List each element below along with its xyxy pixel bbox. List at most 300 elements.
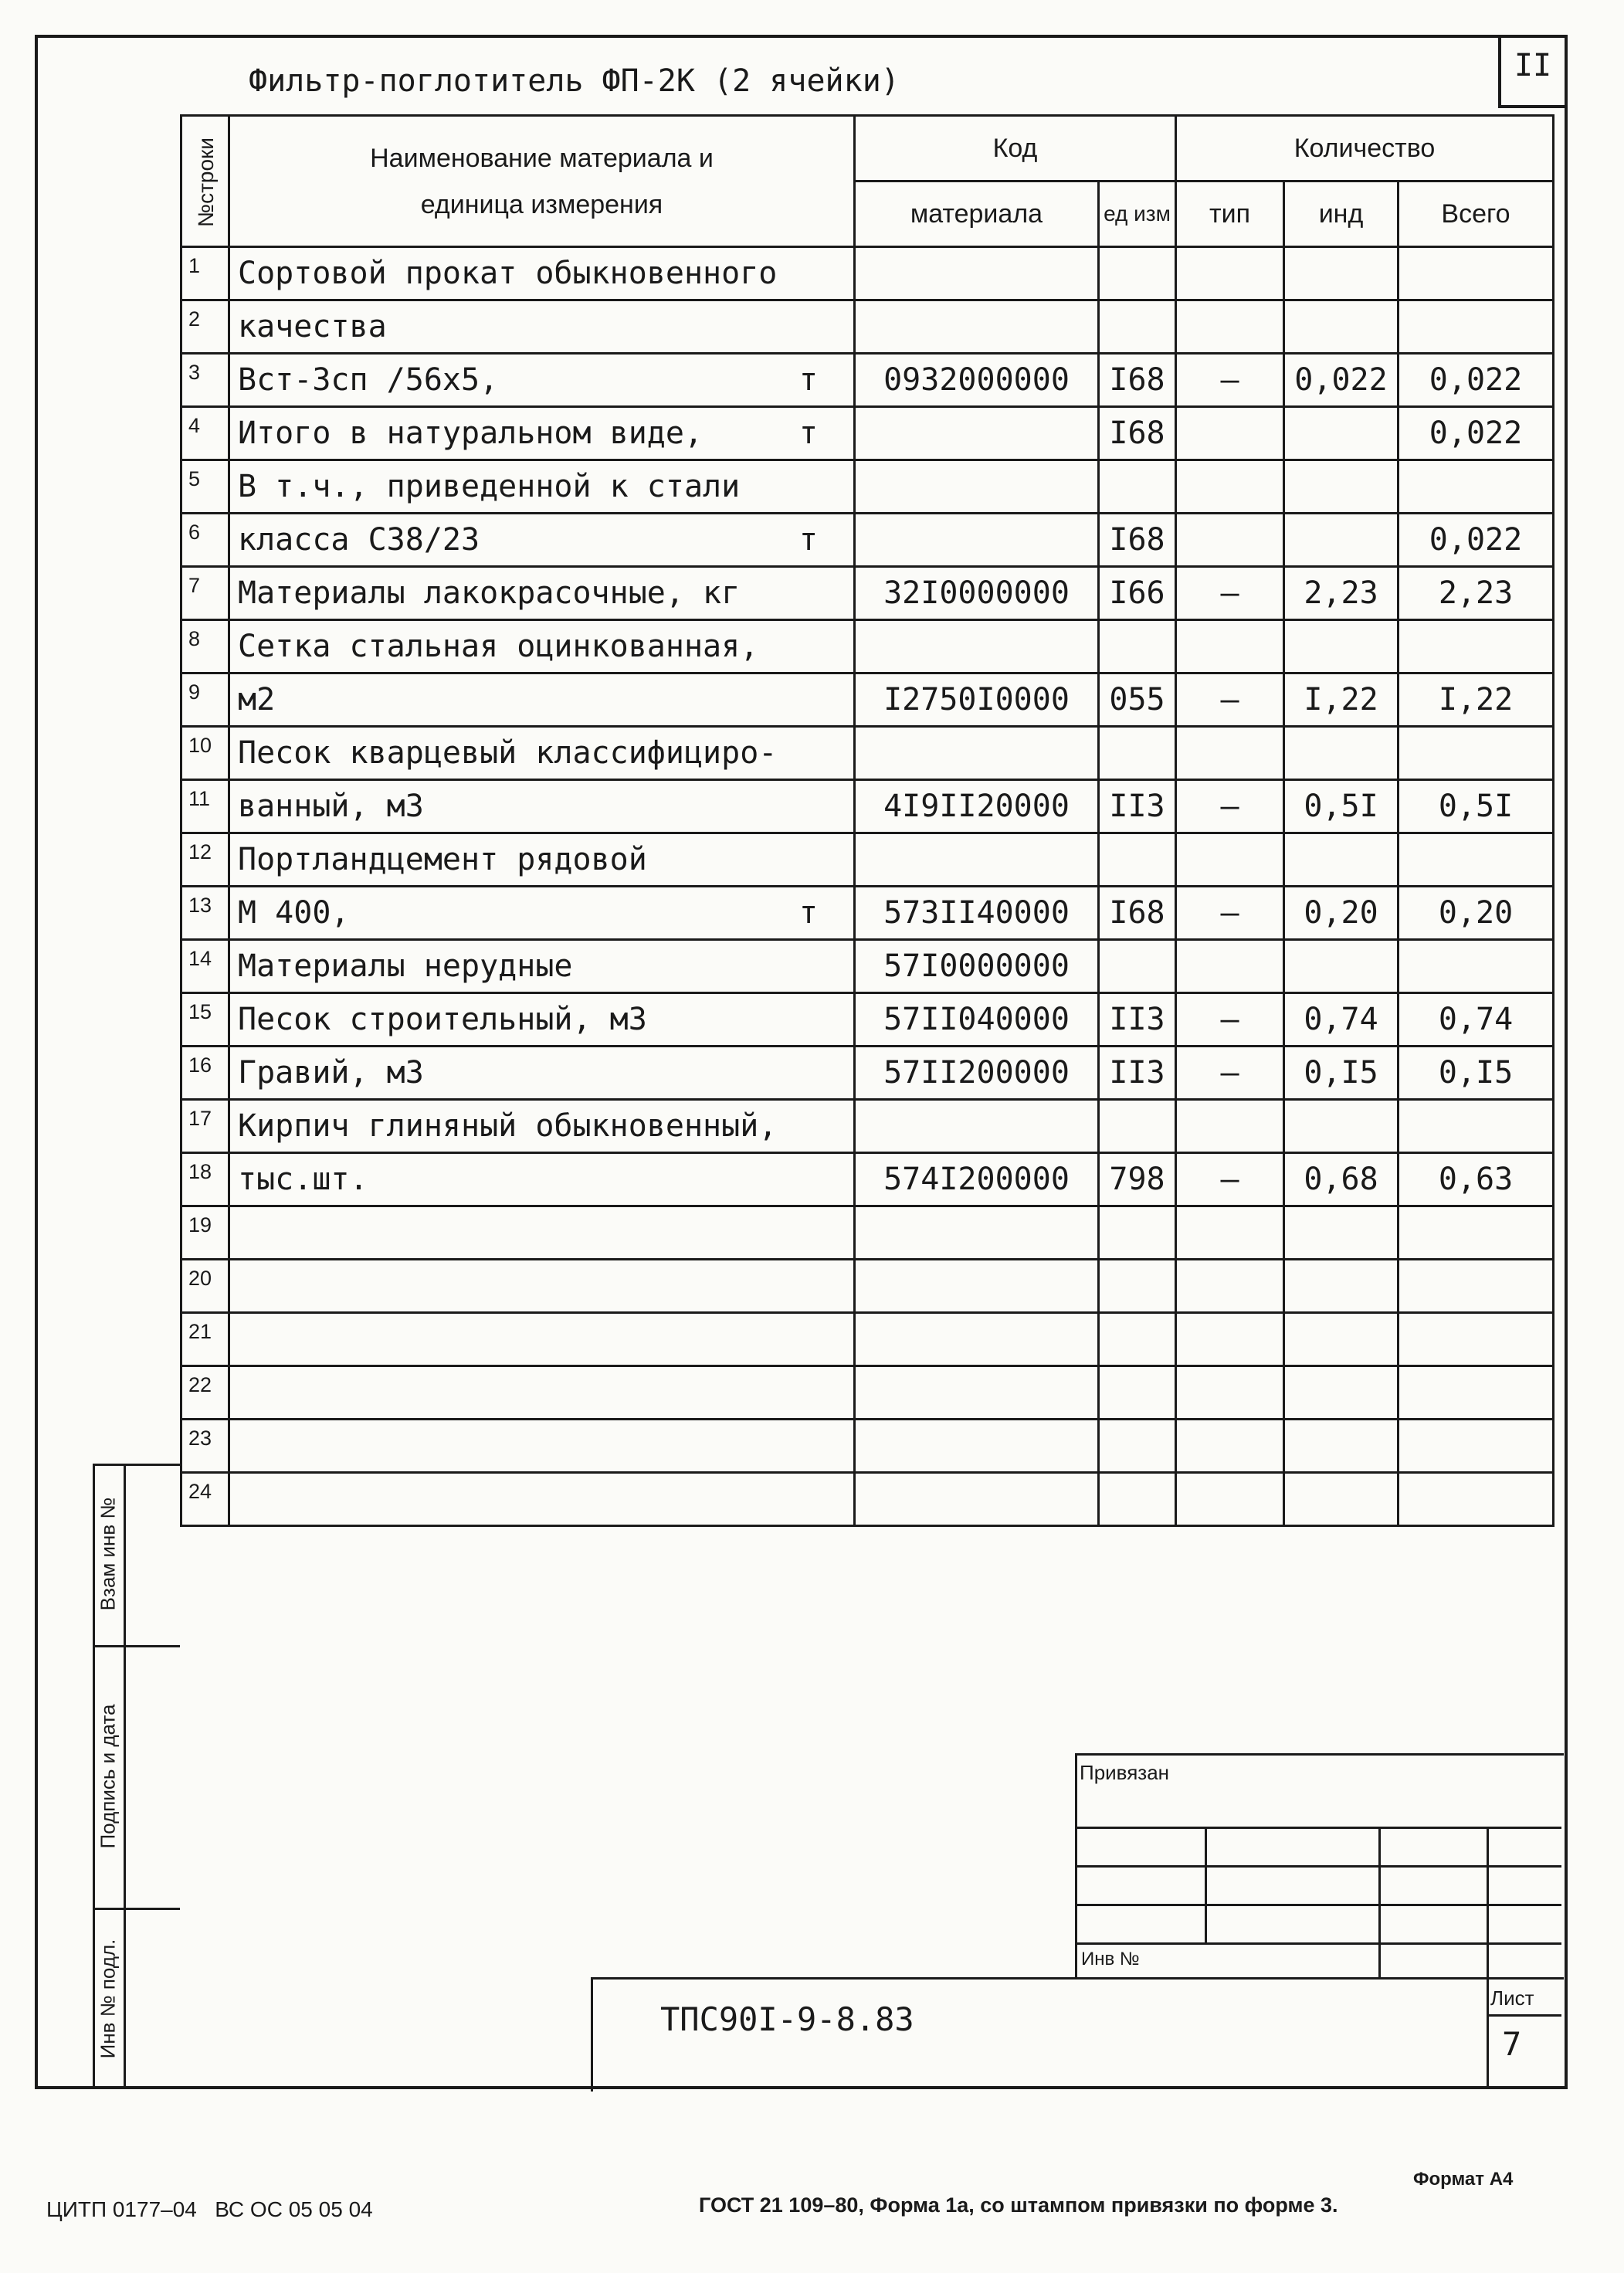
- row-number-cell: [181, 780, 229, 833]
- header-qty-type: тип: [1176, 182, 1284, 247]
- qty-ind: 0,20: [1304, 895, 1378, 931]
- row-number-cell: [181, 354, 229, 407]
- row-number: 5: [188, 467, 201, 490]
- unit-code-cell: [1099, 1047, 1176, 1100]
- table-row: [181, 620, 1554, 673]
- material-name-cell: [229, 1313, 855, 1366]
- table-row: [181, 1047, 1554, 1100]
- qty-total-cell: [1399, 780, 1554, 833]
- row-number: 19: [188, 1213, 212, 1237]
- qty-type: –: [1220, 1055, 1239, 1091]
- row-number: 17: [188, 1107, 212, 1130]
- material-name-cell: [229, 247, 855, 300]
- material-code-cell: [855, 727, 1099, 780]
- row-number-cell: [181, 460, 229, 514]
- qty-type-cell: [1176, 1260, 1284, 1313]
- material-code-cell: [855, 673, 1099, 727]
- qty-ind: 2,23: [1304, 575, 1378, 611]
- qty-type: –: [1220, 362, 1239, 398]
- material-name: Итого в натуральном виде,: [238, 416, 704, 451]
- qty-total-cell: [1399, 1100, 1554, 1153]
- unit-code-cell: [1099, 1313, 1176, 1366]
- row-number: 22: [188, 1373, 212, 1396]
- qty-total: 0,63: [1438, 1162, 1514, 1197]
- side-stamp-div2: [93, 1908, 180, 1910]
- header-quantity: Количество: [1176, 116, 1554, 182]
- qty-total-cell: [1399, 727, 1554, 780]
- qty-ind-cell: [1284, 514, 1399, 567]
- row-number: 11: [188, 787, 211, 810]
- binding-col-1: [1205, 1827, 1207, 1942]
- row-number: 3: [188, 361, 201, 384]
- binding-col-3: [1487, 1827, 1489, 1977]
- row-number-cell: [181, 514, 229, 567]
- row-number-cell: [181, 1206, 229, 1260]
- qty-total-cell: [1399, 514, 1554, 567]
- qty-ind-cell: [1284, 1206, 1399, 1260]
- qty-type-cell: [1176, 567, 1284, 620]
- sheet-corner-number: II: [1514, 48, 1552, 83]
- table-row: [181, 940, 1554, 993]
- material-code-cell: [855, 1473, 1099, 1526]
- material-name: Сетка стальная оцинкованная,: [238, 629, 759, 664]
- table-row: [181, 727, 1554, 780]
- row-number: 4: [188, 414, 201, 437]
- row-number-cell: [181, 1260, 229, 1313]
- material-code-cell: [855, 887, 1099, 940]
- qty-type-cell: [1176, 780, 1284, 833]
- header-row-no: №строки: [194, 137, 218, 227]
- row-number-cell: [181, 1047, 229, 1100]
- material-name: Песок кварцевый классифициро-: [238, 735, 778, 771]
- row-number: 10: [188, 734, 212, 757]
- material-code: 4I9II20000: [883, 789, 1070, 824]
- row-number-cell: [181, 673, 229, 727]
- table-row: [181, 247, 1554, 300]
- unit-code: II3: [1109, 1055, 1165, 1091]
- measure-unit: т: [798, 362, 818, 398]
- unit-code: II3: [1109, 789, 1165, 824]
- material-name: Кирпич глиняный обыкновенный,: [238, 1108, 778, 1144]
- table-row: [181, 300, 1554, 354]
- material-code-cell: [855, 300, 1099, 354]
- unit-code: II3: [1109, 1002, 1165, 1037]
- row-number: 9: [188, 680, 201, 704]
- row-number: 14: [188, 947, 212, 970]
- material-name: м2: [238, 682, 276, 718]
- unit-code-cell: [1099, 833, 1176, 887]
- material-name-cell: [229, 1100, 855, 1153]
- qty-ind: 0,5I: [1304, 789, 1378, 824]
- qty-type-cell: [1176, 833, 1284, 887]
- row-number: 21: [188, 1320, 212, 1343]
- qty-total: 0,022: [1429, 362, 1523, 398]
- unit-code-cell: [1099, 940, 1176, 993]
- table-row: [181, 460, 1554, 514]
- row-number: 8: [188, 627, 201, 650]
- qty-ind-cell: [1284, 1366, 1399, 1420]
- row-number-cell: [181, 1366, 229, 1420]
- qty-ind: I,22: [1304, 682, 1378, 718]
- format-label: Формат А4: [1413, 2169, 1514, 2190]
- binding-inv-no: Инв №: [1081, 1949, 1140, 1969]
- qty-total-cell: [1399, 567, 1554, 620]
- row-number: 23: [188, 1427, 212, 1450]
- qty-ind-cell: [1284, 1260, 1399, 1313]
- table-row: [181, 673, 1554, 727]
- row-number: 7: [188, 574, 201, 597]
- material-name: Портландцемент рядовой: [238, 842, 647, 877]
- table-row: [181, 1313, 1554, 1366]
- qty-total-cell: [1399, 300, 1554, 354]
- qty-total-cell: [1399, 1366, 1554, 1420]
- table-row: [181, 993, 1554, 1047]
- qty-ind-cell: [1284, 833, 1399, 887]
- unit-code-cell: [1099, 1420, 1176, 1473]
- qty-total-cell: [1399, 887, 1554, 940]
- material-code: 32I0000000: [883, 575, 1070, 611]
- qty-type-cell: [1176, 620, 1284, 673]
- material-name: качества: [238, 309, 387, 344]
- unit-code-cell: [1099, 673, 1176, 727]
- material-name: В т.ч., приведенной к стали: [238, 469, 741, 504]
- qty-type-cell: [1176, 673, 1284, 727]
- row-number-cell: [181, 1473, 229, 1526]
- table-row: [181, 887, 1554, 940]
- qty-type-cell: [1176, 354, 1284, 407]
- header-qty-ind: инд: [1284, 182, 1399, 247]
- unit-code: 798: [1109, 1162, 1165, 1197]
- binding-stamp-title: Привязан: [1080, 1761, 1170, 1784]
- unit-code-cell: [1099, 1260, 1176, 1313]
- qty-total: I,22: [1438, 682, 1514, 718]
- material-name-cell: [229, 673, 855, 727]
- header-name: [229, 116, 855, 247]
- table-row: [181, 1206, 1554, 1260]
- material-name-cell: [229, 833, 855, 887]
- unit-code-cell: [1099, 407, 1176, 460]
- row-number: 15: [188, 1000, 212, 1023]
- side-stamp-div1: [93, 1645, 180, 1647]
- unit-code-cell: [1099, 567, 1176, 620]
- material-name: Сортовой прокат обыкновенного: [238, 256, 778, 291]
- material-code-cell: [855, 1260, 1099, 1313]
- material-name: тыс.шт.: [238, 1162, 368, 1197]
- header-row-no-cell: [181, 116, 229, 247]
- qty-ind-cell: [1284, 940, 1399, 993]
- unit-code-cell: [1099, 887, 1176, 940]
- row-number: 12: [188, 840, 212, 863]
- material-name-cell: [229, 727, 855, 780]
- qty-ind-cell: [1284, 567, 1399, 620]
- qty-ind-cell: [1284, 247, 1399, 300]
- material-name: Песок строительный, м3: [238, 1002, 647, 1037]
- qty-total: 0,022: [1429, 416, 1523, 451]
- side-stamp-line-inner: [124, 1464, 126, 2089]
- material-code-cell: [855, 407, 1099, 460]
- qty-total-cell: [1399, 673, 1554, 727]
- material-code: 57II040000: [883, 1002, 1070, 1037]
- unit-code-cell: [1099, 247, 1176, 300]
- unit-code: I66: [1109, 575, 1165, 611]
- side-stamp-inv-podl: Инв № подл.: [96, 1939, 120, 2059]
- qty-type-cell: [1176, 1473, 1284, 1526]
- unit-code-cell: [1099, 300, 1176, 354]
- qty-total: 0,20: [1438, 895, 1514, 931]
- qty-total: 0,74: [1438, 1002, 1514, 1037]
- qty-total: 0,022: [1429, 522, 1523, 558]
- table-row: [181, 567, 1554, 620]
- header-name-label: Наименование материала и единица измерения: [370, 143, 714, 219]
- measure-unit: т: [798, 522, 818, 558]
- unit-code-cell: [1099, 514, 1176, 567]
- material-code-cell: [855, 1153, 1099, 1206]
- unit-code-cell: [1099, 1100, 1176, 1153]
- measure-unit: т: [798, 416, 818, 451]
- qty-type-cell: [1176, 247, 1284, 300]
- qty-type-cell: [1176, 940, 1284, 993]
- material-code-cell: [855, 1047, 1099, 1100]
- qty-type-cell: [1176, 1047, 1284, 1100]
- page-title: Фильтр-поглотитель ФП-2К (2 ячейки): [249, 63, 900, 99]
- qty-type-cell: [1176, 993, 1284, 1047]
- row-number: 24: [188, 1480, 212, 1503]
- qty-total-cell: [1399, 833, 1554, 887]
- material-name-cell: [229, 940, 855, 993]
- material-code-cell: [855, 1420, 1099, 1473]
- material-name-cell: [229, 300, 855, 354]
- material-code-cell: [855, 1206, 1099, 1260]
- unit-code-cell: [1099, 620, 1176, 673]
- header-code-material: материала: [855, 182, 1099, 247]
- qty-total-cell: [1399, 1206, 1554, 1260]
- unit-code-cell: [1099, 1366, 1176, 1420]
- qty-ind-cell: [1284, 354, 1399, 407]
- qty-ind-cell: [1284, 1313, 1399, 1366]
- qty-total: 0,I5: [1438, 1055, 1514, 1091]
- unit-code: I68: [1109, 362, 1165, 398]
- unit-code-cell: [1099, 1473, 1176, 1526]
- qty-ind-cell: [1284, 1153, 1399, 1206]
- unit-code: I68: [1109, 895, 1165, 931]
- unit-code: I68: [1109, 416, 1165, 451]
- qty-type-cell: [1176, 1100, 1284, 1153]
- qty-ind-cell: [1284, 1473, 1399, 1526]
- table-row: [181, 514, 1554, 567]
- material-name-cell: [229, 1260, 855, 1313]
- table-row: [181, 1366, 1554, 1420]
- table-row: [181, 1420, 1554, 1473]
- unit-code-cell: [1099, 1153, 1176, 1206]
- material-code: 57I0000000: [883, 948, 1070, 984]
- sheet-number: 7: [1502, 2025, 1522, 2063]
- qty-ind-cell: [1284, 1047, 1399, 1100]
- doc-code: ТПС90I-9-8.83: [660, 2000, 914, 2038]
- qty-type: –: [1220, 1162, 1239, 1197]
- unit-code: 055: [1109, 682, 1165, 718]
- header-code-unit: ед изм: [1099, 182, 1176, 247]
- qty-ind: 0,68: [1304, 1162, 1378, 1197]
- material-name-cell: [229, 1366, 855, 1420]
- material-name-cell: [229, 620, 855, 673]
- qty-total-cell: [1399, 993, 1554, 1047]
- material-code-cell: [855, 780, 1099, 833]
- row-number-cell: [181, 833, 229, 887]
- qty-type-cell: [1176, 1420, 1284, 1473]
- material-code-cell: [855, 354, 1099, 407]
- material-name-cell: [229, 887, 855, 940]
- unit-code-cell: [1099, 727, 1176, 780]
- qty-ind-cell: [1284, 620, 1399, 673]
- material-code: 574I200000: [883, 1162, 1070, 1197]
- qty-type-cell: [1176, 1153, 1284, 1206]
- unit-code-cell: [1099, 993, 1176, 1047]
- material-code-cell: [855, 567, 1099, 620]
- qty-type-cell: [1176, 407, 1284, 460]
- unit-code-cell: [1099, 780, 1176, 833]
- qty-total-cell: [1399, 407, 1554, 460]
- row-number: 20: [188, 1267, 212, 1290]
- qty-type-cell: [1176, 514, 1284, 567]
- material-code-cell: [855, 247, 1099, 300]
- row-number-cell: [181, 247, 229, 300]
- material-name: М 400,: [238, 895, 350, 931]
- qty-ind-cell: [1284, 1100, 1399, 1153]
- material-code: 573II40000: [883, 895, 1070, 931]
- material-code-cell: [855, 1100, 1099, 1153]
- row-number: 18: [188, 1160, 212, 1183]
- qty-type-cell: [1176, 1206, 1284, 1260]
- qty-total-cell: [1399, 247, 1554, 300]
- qty-ind-cell: [1284, 673, 1399, 727]
- qty-ind-cell: [1284, 887, 1399, 940]
- measure-unit: т: [798, 895, 818, 931]
- material-code: 57II200000: [883, 1055, 1070, 1091]
- table-row: [181, 1473, 1554, 1526]
- material-name-cell: [229, 1420, 855, 1473]
- header-code: Код: [855, 116, 1176, 182]
- material-code-cell: [855, 940, 1099, 993]
- unit-code-cell: [1099, 1206, 1176, 1260]
- row-number-cell: [181, 887, 229, 940]
- material-name-cell: [229, 567, 855, 620]
- qty-total: 2,23: [1438, 575, 1514, 611]
- qty-total-cell: [1399, 1473, 1554, 1526]
- material-code-cell: [855, 1313, 1099, 1366]
- qty-ind-cell: [1284, 460, 1399, 514]
- side-stamp-top: [93, 1464, 180, 1466]
- material-code-cell: [855, 833, 1099, 887]
- footer-left-code: ЦИТП 0177–04 ВС ОС 05 05 04: [46, 2197, 373, 2221]
- table-row: [181, 1260, 1554, 1313]
- row-number: 2: [188, 307, 201, 331]
- material-code-cell: [855, 993, 1099, 1047]
- qty-total-cell: [1399, 460, 1554, 514]
- unit-code-cell: [1099, 354, 1176, 407]
- material-name-cell: [229, 1047, 855, 1100]
- unit-code: I68: [1109, 522, 1165, 558]
- qty-total-cell: [1399, 1153, 1554, 1206]
- qty-type: –: [1220, 575, 1239, 611]
- side-stamp-vzam-inv: Взам инв №: [96, 1497, 120, 1611]
- unit-code-cell: [1099, 460, 1176, 514]
- qty-total-cell: [1399, 1313, 1554, 1366]
- qty-ind-cell: [1284, 407, 1399, 460]
- qty-total-cell: [1399, 620, 1554, 673]
- row-number-cell: [181, 1420, 229, 1473]
- table-row: [181, 1153, 1554, 1206]
- row-number-cell: [181, 1153, 229, 1206]
- material-code-cell: [855, 1366, 1099, 1420]
- table-row: [181, 407, 1554, 460]
- material-code-cell: [855, 514, 1099, 567]
- table-row: [181, 833, 1554, 887]
- qty-type: –: [1220, 1002, 1239, 1037]
- qty-ind-cell: [1284, 780, 1399, 833]
- qty-ind: 0,022: [1294, 362, 1388, 398]
- qty-type: –: [1220, 682, 1239, 718]
- material-name-cell: [229, 1473, 855, 1526]
- material-name: Материалы лакокрасочные, кг: [238, 575, 741, 611]
- material-name: класса С38/23: [238, 522, 480, 558]
- row-number-cell: [181, 407, 229, 460]
- material-name: Материалы нерудные: [238, 948, 573, 984]
- row-number-cell: [181, 727, 229, 780]
- qty-type-cell: [1176, 887, 1284, 940]
- qty-ind-cell: [1284, 300, 1399, 354]
- qty-total: 0,5I: [1438, 789, 1514, 824]
- title-block-sheet-divider: [1487, 1977, 1489, 2089]
- header-qty-total: Всего: [1399, 182, 1554, 247]
- qty-type-cell: [1176, 1313, 1284, 1366]
- row-number: 6: [188, 521, 201, 544]
- row-number-cell: [181, 1100, 229, 1153]
- materials-table: [180, 114, 1554, 1527]
- qty-ind: 0,I5: [1304, 1055, 1378, 1091]
- material-name-cell: [229, 993, 855, 1047]
- material-code-cell: [855, 460, 1099, 514]
- row-number: 13: [188, 894, 212, 917]
- side-stamp-line-outer: [93, 1464, 95, 2089]
- row-number-cell: [181, 567, 229, 620]
- material-name-cell: [229, 1206, 855, 1260]
- qty-total-cell: [1399, 1047, 1554, 1100]
- qty-ind: 0,74: [1304, 1002, 1378, 1037]
- material-code-cell: [855, 620, 1099, 673]
- material-code: I2750I0000: [883, 682, 1070, 718]
- qty-type-cell: [1176, 727, 1284, 780]
- material-name-cell: [229, 460, 855, 514]
- row-number-cell: [181, 993, 229, 1047]
- row-number: 1: [188, 254, 201, 277]
- title-block-sheet-line: [1487, 2014, 1561, 2017]
- row-number-cell: [181, 300, 229, 354]
- material-name: Вст-3сп /56х5,: [238, 362, 499, 398]
- table-row: [181, 354, 1554, 407]
- row-number-cell: [181, 1313, 229, 1366]
- binding-col-2: [1378, 1827, 1381, 1977]
- qty-type: –: [1220, 895, 1239, 931]
- qty-total-cell: [1399, 940, 1554, 993]
- qty-total-cell: [1399, 1260, 1554, 1313]
- sheet-label: Лист: [1490, 1986, 1534, 2010]
- material-code: 0932000000: [883, 362, 1070, 398]
- qty-ind-cell: [1284, 727, 1399, 780]
- material-name: Гравий, м3: [238, 1055, 424, 1091]
- row-number: 16: [188, 1053, 212, 1077]
- qty-ind-cell: [1284, 1420, 1399, 1473]
- material-name-cell: [229, 514, 855, 567]
